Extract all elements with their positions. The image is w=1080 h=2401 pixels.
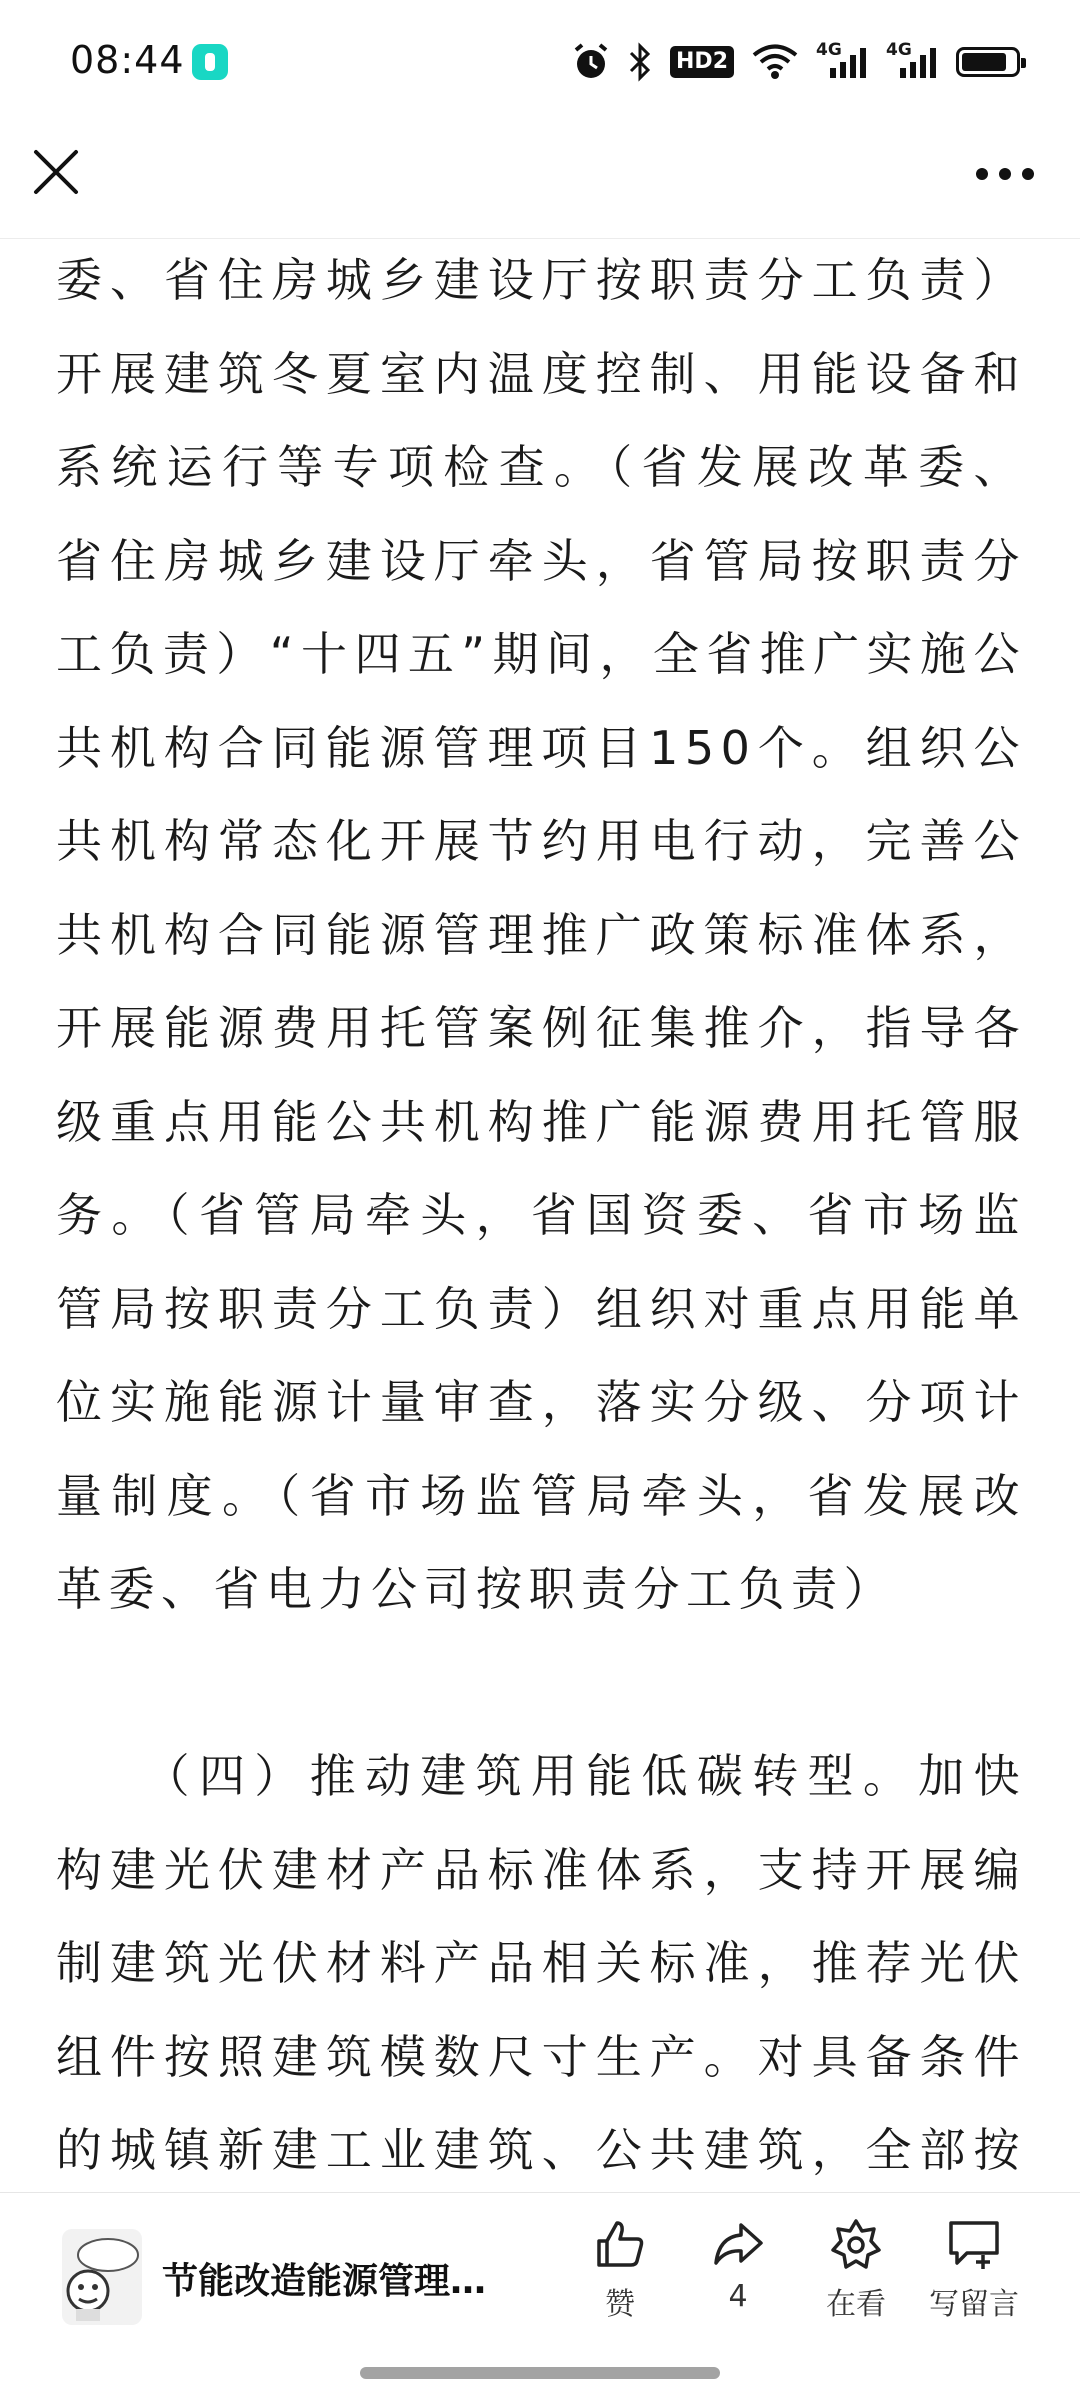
article-paragraph: （四）推动建筑用能低碳转型。加快构建光伏建材产品标准体系，支持开展编制建筑光伏材料产品相关标准，推荐光伏组件按照建筑模数尺寸生产。对具备条件的城镇新建工业建筑、公共建筑，全部按 <box>56 1749 1026 2177</box>
comment-button[interactable] <box>919 2217 1029 2337</box>
comment-icon <box>945 2217 1003 2271</box>
like-button[interactable] <box>565 2217 675 2337</box>
close-icon <box>28 144 84 200</box>
like-label: 赞 <box>605 2287 635 2322</box>
avatar[interactable] <box>62 2229 142 2325</box>
home-indicator[interactable] <box>360 2367 720 2379</box>
share-button[interactable] <box>683 2217 793 2337</box>
close-button[interactable] <box>28 144 84 200</box>
bluetooth-icon <box>628 42 652 82</box>
share-count: 4 <box>728 2279 748 2314</box>
share-icon <box>711 2217 765 2271</box>
article-body <box>56 234 1026 2194</box>
network-type-label: 4G <box>816 40 842 60</box>
comment-label: 写留言 <box>929 2287 1019 2322</box>
more-icon <box>970 154 1040 194</box>
watching-icon <box>829 2217 883 2271</box>
status-bar <box>0 0 1080 120</box>
account-name[interactable]: 节能改造能源管理… <box>162 2261 487 2302</box>
watching-button[interactable] <box>801 2217 911 2337</box>
hd-icon: HD2 <box>670 46 734 78</box>
status-icons <box>572 40 1020 84</box>
article-paragraph: 委、省住房城乡建设厅按职责分工负责）开展建筑冬夏室内温度控制、用能设备和系统运行等专项检查。（省发展改革委、省住房城乡建设厅牵头，省管局按职责分工负责）“十四五”期间，全省推广实施公共机构合同能源管理项目150个。组织公共机构常态化开展节约用电行动，完善公共机构合同能源管理推广政策标准体系，开展能源费用托管案例征集推介，指导各级重点用能公共机构推广能源费用托管服务。（省管局牵头，省国资委、省市场监管局按职责分工负责）组织对重点用能单位实施能源计量审查，落实分级、分项计量制度。（省市场监管局牵头，省发展改革委、省电力公司按职责分工负责） <box>56 253 1026 1616</box>
more-button[interactable] <box>970 154 1040 194</box>
signal-icon <box>886 40 938 80</box>
alarm-icon <box>572 42 610 82</box>
app-notification-icon <box>192 44 228 80</box>
battery-icon <box>956 47 1020 77</box>
network-type-label: 4G <box>886 40 912 60</box>
top-nav <box>0 120 1080 239</box>
thumbs-up-icon <box>593 2217 647 2271</box>
signal-icon <box>816 40 868 80</box>
watching-label: 在看 <box>826 2287 886 2322</box>
status-time: 08:44 <box>70 38 185 82</box>
wifi-icon <box>752 44 798 80</box>
